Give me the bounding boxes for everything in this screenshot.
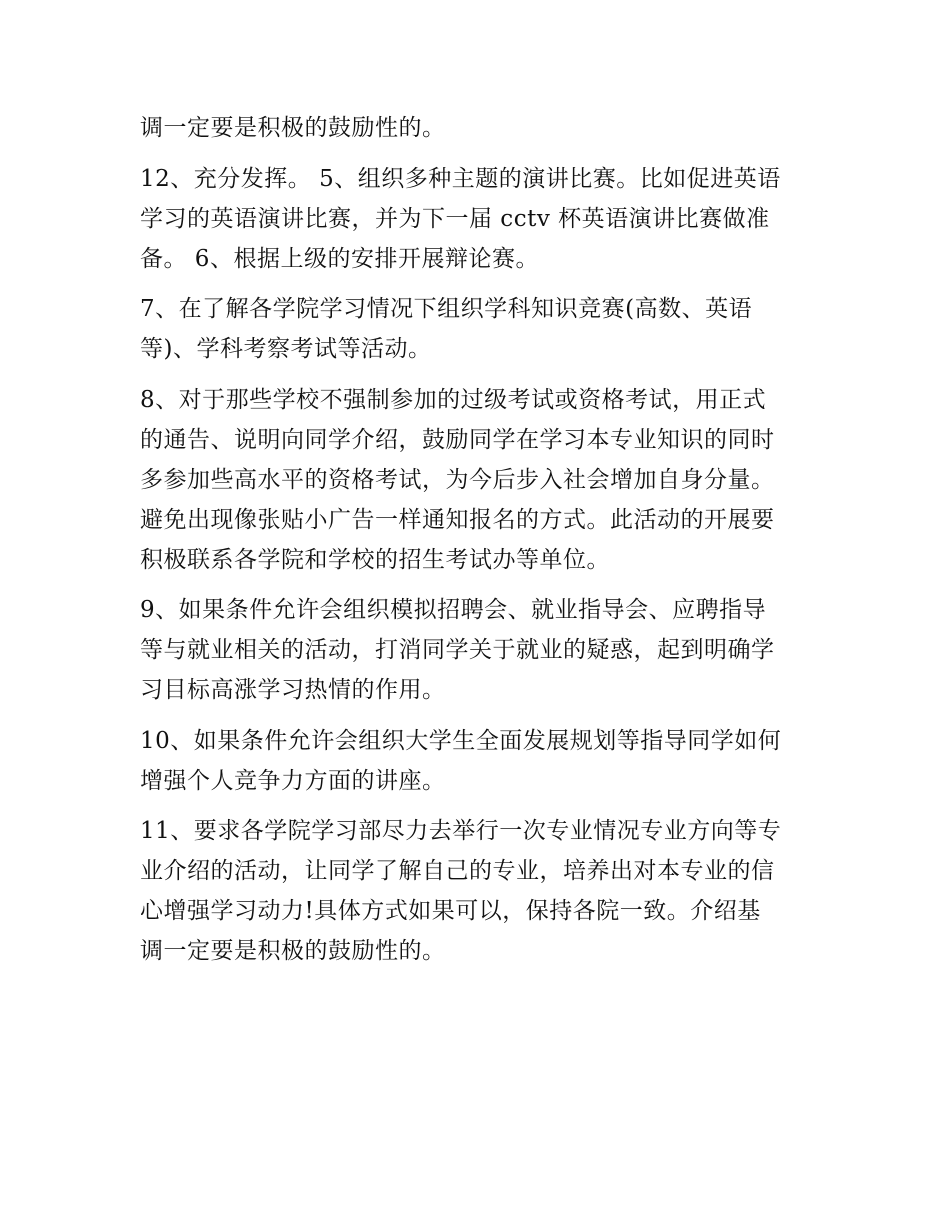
- text-line: 等与就业相关的活动，打消同学关于就业的疑惑，起到明确学: [140, 637, 775, 663]
- text-line: 等)、学科考察考试等活动。: [140, 336, 432, 362]
- text-line: 11、要求各学院学习部尽力去举行一次专业情况专业方向等专: [140, 818, 782, 844]
- paragraph-item-11: [140, 811, 820, 971]
- text-line: 调一定要是积极的鼓励性的。: [140, 938, 446, 964]
- text-line: 调一定要是积极的鼓励性的。: [140, 115, 446, 141]
- text-line: 的通告、说明向同学介绍，鼓励同学在学习本专业知识的同时: [140, 426, 775, 453]
- paragraph-continuation: [140, 108, 820, 148]
- paragraph-item-12: [140, 159, 820, 279]
- text-line: 增强个人竞争力方面的讲座。: [140, 767, 446, 794]
- text-line: 10、如果条件允许会组织大学生全面发展规划等指导同学如何: [140, 727, 782, 754]
- text-line: 8、对于那些学校不强制参加的过级考试或资格考试，用正式: [140, 386, 767, 413]
- text-line: 学习的英语演讲比赛，并为下一届 cctv 杯英语演讲比赛做准: [140, 205, 770, 232]
- paragraph-item-8: [140, 380, 820, 580]
- text-line: 多参加些高水平的资格考试，为今后步入社会增加自身分量。: [140, 466, 775, 493]
- text-line: 7、在了解各学院学习情况下组织学科知识竞赛(高数、英语: [140, 296, 753, 322]
- text-line: 备。 6、根据上级的安排开展辩论赛。: [140, 245, 539, 272]
- text-line: 12、充分发挥。 5、组织多种主题的演讲比赛。比如促进英语: [140, 165, 781, 192]
- text-line: 9、如果条件允许会组织模拟招聘会、就业指导会、应聘指导: [140, 597, 767, 623]
- text-line: 积极联系各学院和学校的招生考试办等单位。: [140, 546, 610, 573]
- text-line: 习目标高涨学习热情的作用。: [140, 677, 446, 703]
- document-body: [140, 108, 820, 971]
- text-line: 避免出现像张贴小广告一样通知报名的方式。此活动的开展要: [140, 506, 775, 533]
- paragraph-item-7: [140, 289, 820, 369]
- text-line: 业介绍的活动，让同学了解自己的专业，培养出对本专业的信: [140, 858, 775, 884]
- text-line: 心增强学习动力!具体方式如果可以，保持各院一致。介绍基: [140, 898, 761, 924]
- paragraph-item-10: [140, 721, 820, 801]
- paragraph-item-9: [140, 590, 820, 710]
